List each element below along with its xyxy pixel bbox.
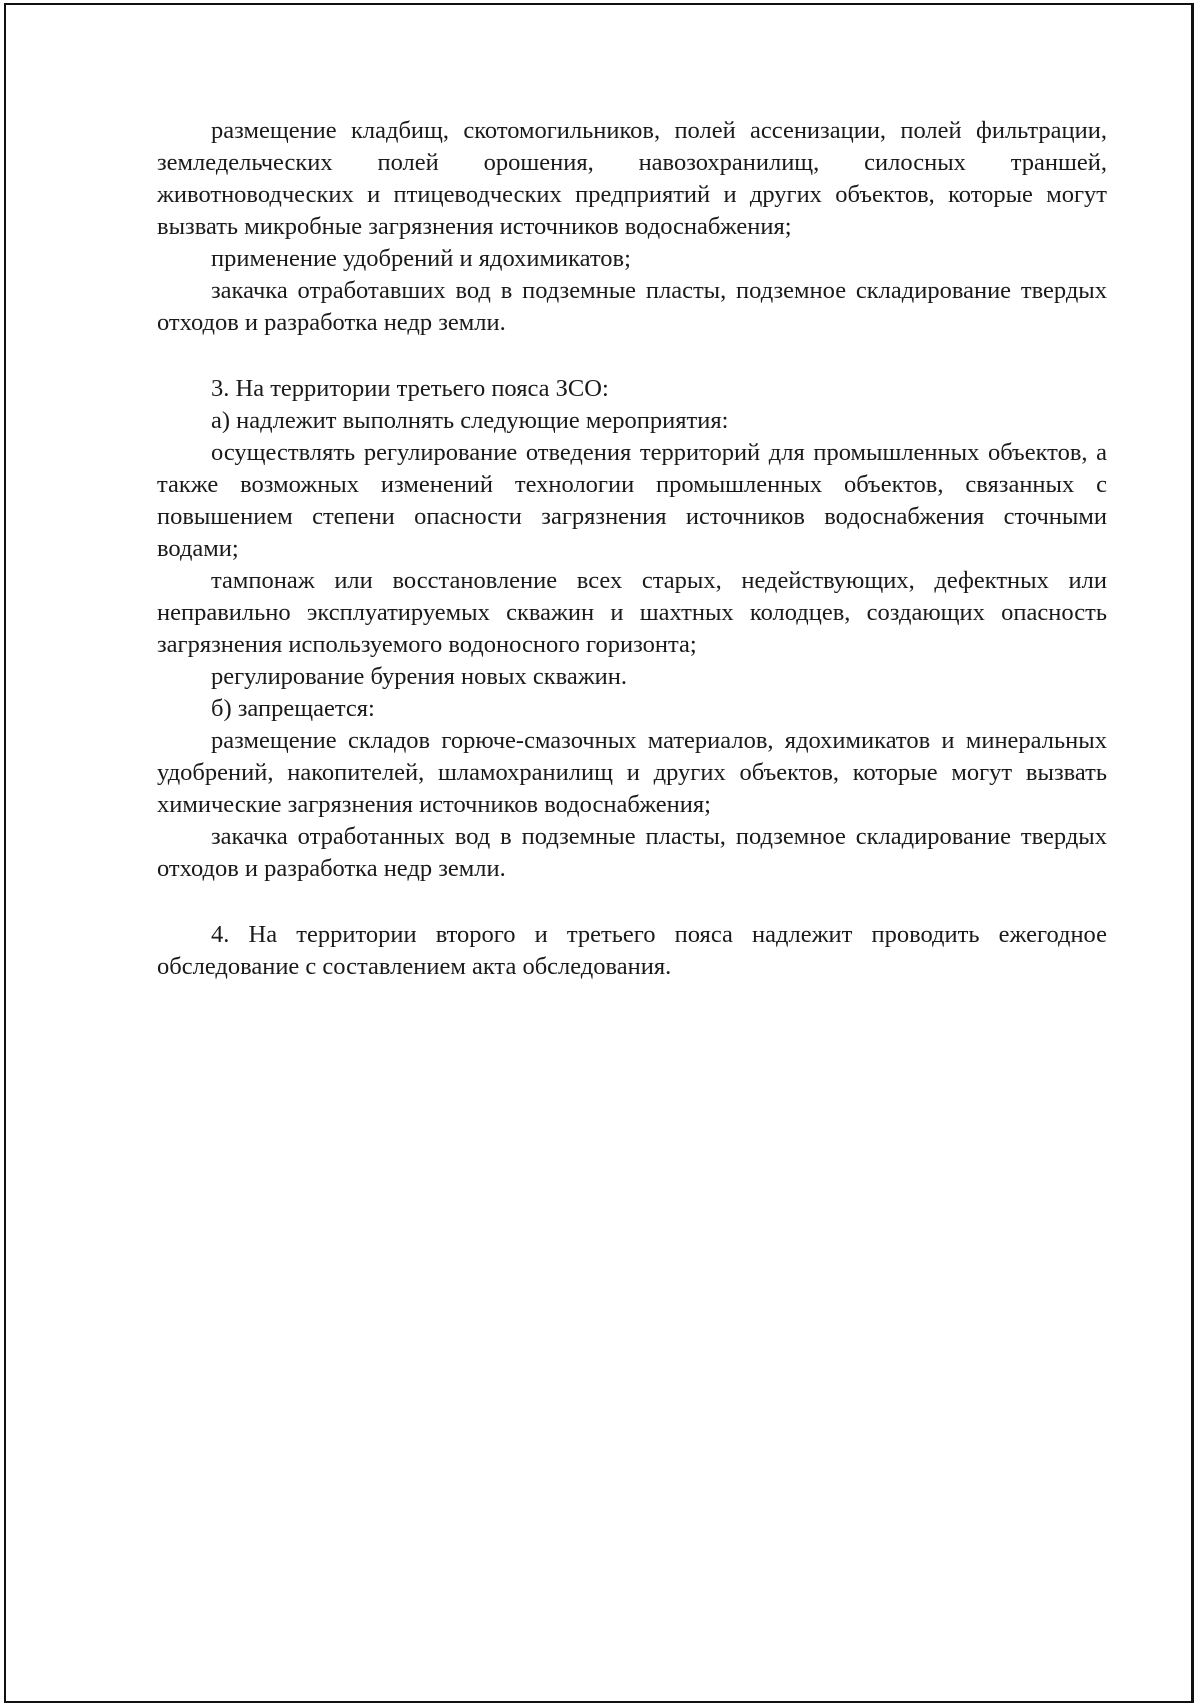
section-4-paragraph: 4. На территории второго и третьего пояса надлежит проводить ежегодное обследование с составлением акта обследования. <box>157 921 1107 980</box>
paragraph-regulate-drilling: регулирование бурения новых скважин. <box>211 663 627 690</box>
document-body <box>157 115 1107 983</box>
subsection-a-heading: а) надлежит выполнять следующие мероприятия: <box>211 407 729 434</box>
subsection-b-heading: б) запрещается: <box>211 695 375 722</box>
section-gap <box>157 885 1107 919</box>
paragraph-placement-warehouses: размещение складов горюче-смазочных материалов, ядохимикатов и минеральных удобрений, накопителей, шламохранилищ и других объектов, которые могут вызвать химические загрязнения источников водоснабжения; <box>157 727 1107 818</box>
paragraph-injection-waste-water: закачка отработавших вод в подземные пласты, подземное складирование твердых отходов и разработка недр земли. <box>157 277 1107 336</box>
paragraph-plugging-wells: тампонаж или восстановление всех старых, недействующих, дефектных или неправильно эксплуатируемых скважин и шахтных колодцев, создающих опасность загрязнения используемого водоносного горизонта; <box>157 567 1107 658</box>
paragraph-injection-spent-water: закачка отработанных вод в подземные пласты, подземное складирование твердых отходов и разработка недр земли. <box>157 823 1107 882</box>
paragraph-fertilizers: применение удобрений и ядохимикатов; <box>211 245 631 272</box>
paragraph-regulate-territory: осуществлять регулирование отведения территорий для промышленных объектов, а также возможных изменений технологии промышленных объектов, связанных с повышением степени опасности загрязнения источников водоснабжения сточными водами; <box>157 439 1107 562</box>
section-gap <box>157 339 1107 373</box>
section-3-heading: 3. На территории третьего пояса ЗСО: <box>211 375 609 402</box>
paragraph-placement-cemeteries: размещение кладбищ, скотомогильников, полей ассенизации, полей фильтрации, земледельческих полей орошения, навозохранилищ, силосных траншей, животноводческих и птицеводческих предприятий и других объектов, которые могут вызвать микробные загрязнения источников водоснабжения; <box>157 117 1107 240</box>
document-page <box>4 3 1194 1703</box>
